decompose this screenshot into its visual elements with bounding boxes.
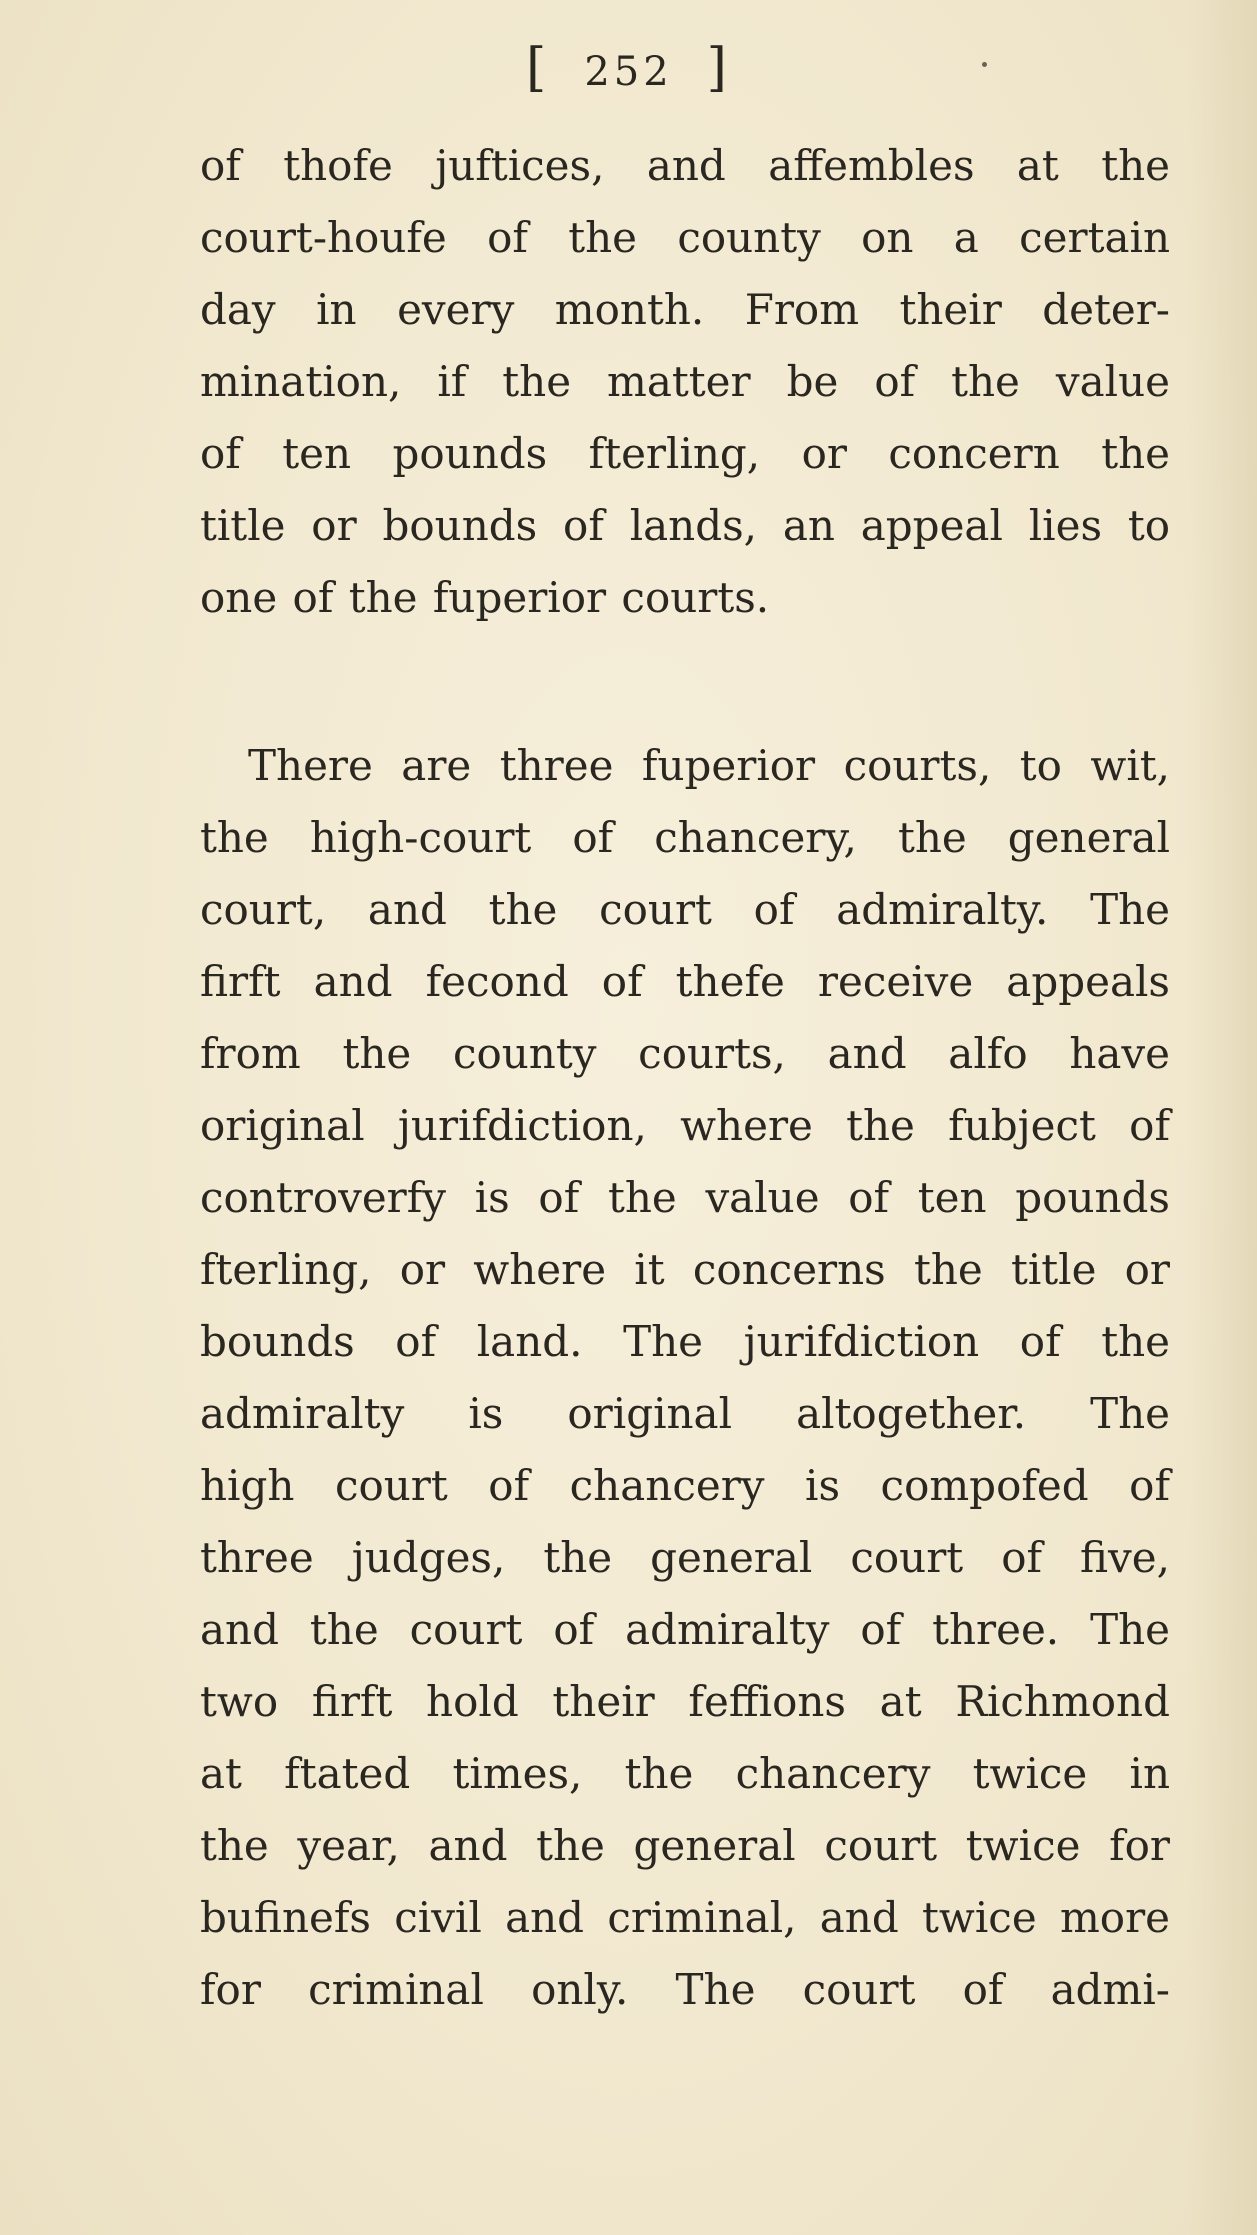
page-number: 252	[584, 49, 673, 95]
text-line: at ftated times, the chancery twice in	[200, 1749, 1170, 1798]
text-line: and the court of admiralty of three. The	[200, 1605, 1170, 1654]
text-line: of thofe juftices, and affembles at the	[200, 141, 1170, 190]
page-edge-shadow	[1187, 0, 1257, 2235]
text-line: There are three fuperior courts, to wit,	[248, 741, 1170, 790]
text-line: bounds of land. The jurifdiction of the	[200, 1317, 1170, 1366]
text-line: day in every month. From their deter-	[200, 285, 1170, 334]
paragraph-1	[200, 130, 1170, 634]
paragraph-2	[200, 730, 1170, 2026]
header-bracket-close: ]	[706, 38, 731, 98]
text-line: bufinefs civil and criminal, and twice more	[200, 1893, 1170, 1942]
text-line: fterling, or where it concerns the title or	[200, 1245, 1170, 1294]
text-line: high court of chancery is compofed of	[200, 1461, 1170, 1510]
header-bracket-open: [	[526, 38, 551, 98]
text-line: one of the fuperior courts.	[200, 573, 770, 622]
text-line: court-houfe of the county on a certain	[200, 213, 1170, 262]
text-line: court, and the court of admiralty. The	[200, 885, 1170, 934]
text-line: three judges, the general court of five,	[200, 1533, 1170, 1582]
text-line: mination, if the matter be of the value	[200, 357, 1170, 406]
text-line: for criminal only. The court of admi-	[200, 1965, 1170, 2014]
text-line: from the county courts, and alfo have	[200, 1029, 1170, 1078]
text-line: controverfy is of the value of ten pounds	[200, 1173, 1170, 1222]
text-line: the high-court of chancery, the general	[200, 813, 1170, 862]
text-line: admiralty is original altogether. The	[200, 1389, 1170, 1438]
text-line: two firft hold their feffions at Richmond	[200, 1677, 1170, 1726]
text-line: of ten pounds fterling, or concern the	[200, 429, 1170, 478]
text-line: title or bounds of lands, an appeal lies to	[200, 501, 1170, 550]
page-header	[0, 38, 1257, 102]
ink-speck	[982, 62, 987, 67]
text-line: original jurifdiction, where the fubject of	[200, 1101, 1170, 1150]
text-line: firft and fecond of thefe receive appeals	[200, 957, 1170, 1006]
text-line: the year, and the general court twice for	[200, 1821, 1170, 1870]
